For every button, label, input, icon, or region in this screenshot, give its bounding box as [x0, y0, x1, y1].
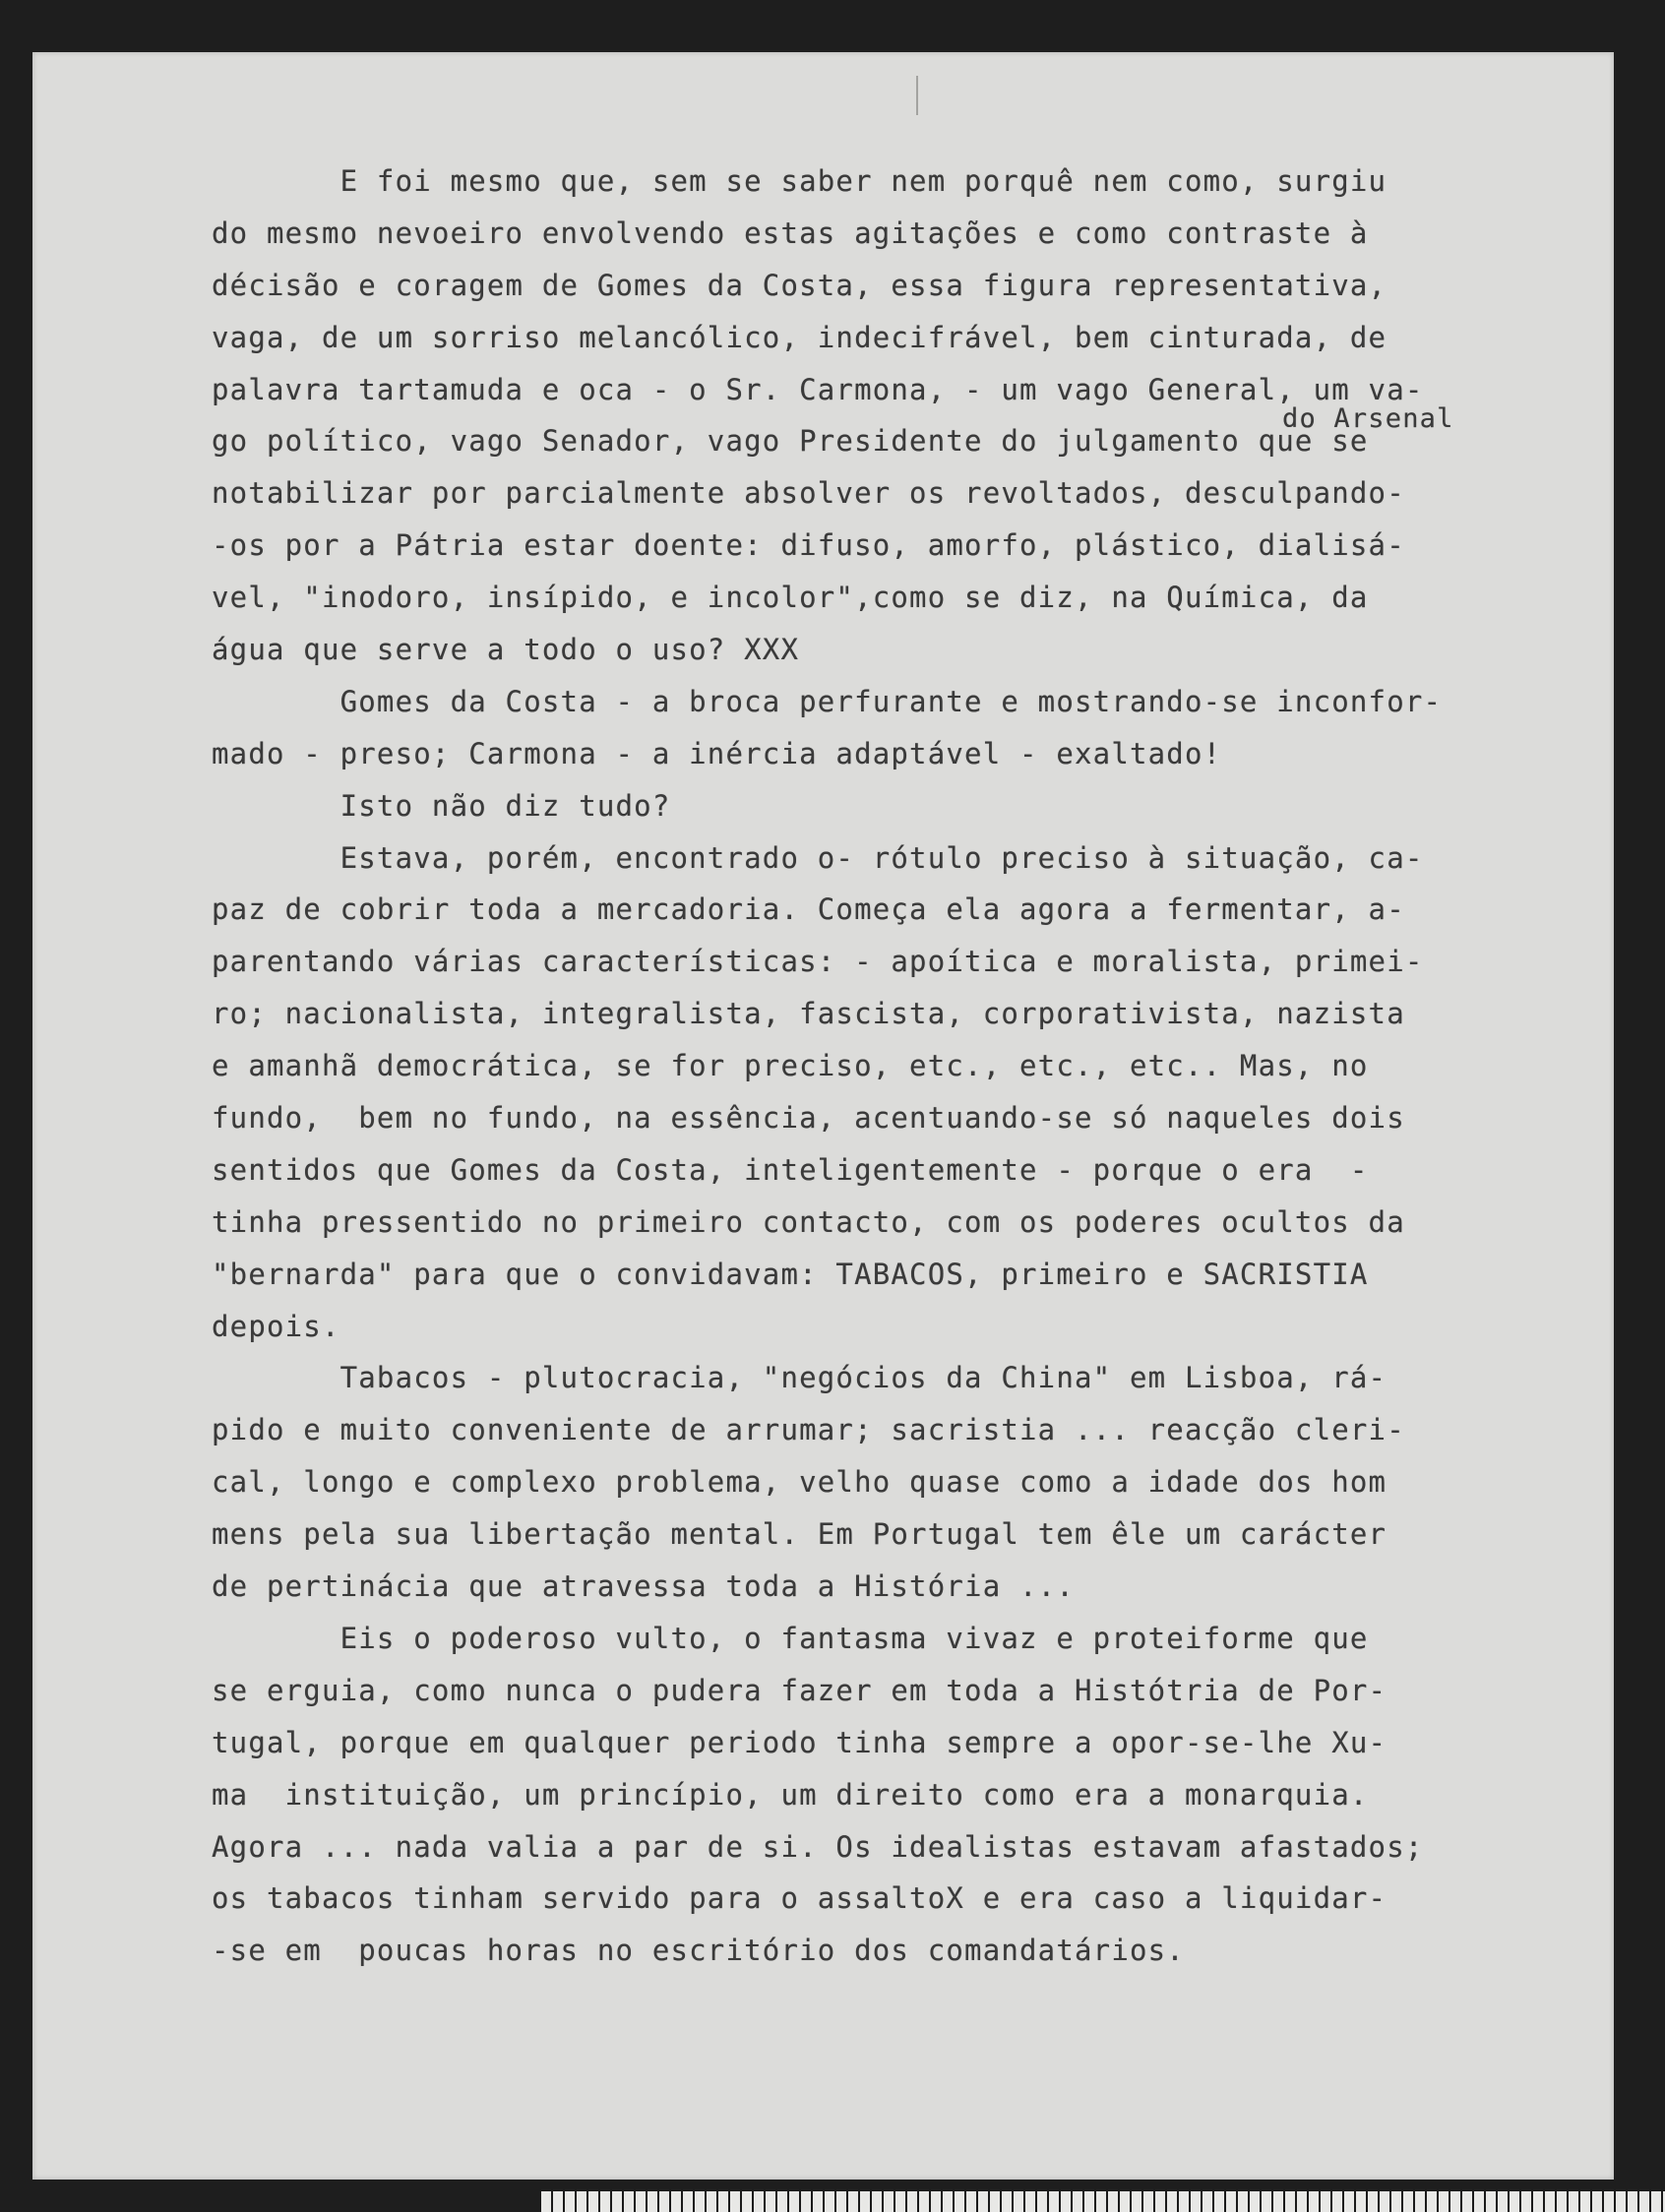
text-line: E foi mesmo que, sem se saber nem porquê nem como, surgiu — [212, 164, 1388, 198]
text-line: os tabacos tinham servido para o assaltoX e era caso a liquidar- — [212, 1881, 1388, 1916]
text-line: go político, vago Senador, vago Presidente do julgamento que se — [212, 424, 1369, 459]
text-line: tinha pressentido no primeiro contacto, com os poderes ocultos da — [212, 1204, 1405, 1239]
text-line: mens pela sua libertação mental. Em Portugal tem êle um carácter — [212, 1517, 1388, 1552]
text-line: e amanhã democrática, se for preciso, etc., etc., etc.. Mas, no — [212, 1049, 1369, 1083]
text-line: Agora ... nada valia a par de si. Os idealistas estavam afastados; — [212, 1829, 1424, 1864]
text-line: do mesmo nevoeiro envolvendo estas agitações e como contraste à — [212, 215, 1369, 250]
text-line: palavra tartamuda e oca - o Sr. Carmona, - um vago General, um va- — [212, 372, 1424, 406]
text-line: notabilizar por parcialmente absolver os revoltados, desculpando- — [212, 476, 1405, 511]
text-line: Estava, porém, encontrado o- rótulo preciso à situação, ca- — [212, 840, 1424, 875]
text-line: Eis o poderoso vulto, o fantasma vivaz e proteiforme que — [212, 1621, 1369, 1655]
text-line-with-insertion — [212, 403, 1520, 467]
text-line: pido e muito conveniente de arrumar; sacristia ... reacção cleri- — [212, 1413, 1405, 1447]
text-line: "bernarda" para que o convidavam: TABACOS, primeiro e SACRISTIA — [212, 1257, 1369, 1291]
text-line: de pertinácia que atravessa toda a História ... — [212, 1569, 1075, 1604]
text-line: depois. — [212, 1309, 340, 1343]
text-line: vaga, de um sorriso melancólico, indecifrável, bem cinturada, de — [212, 320, 1388, 354]
text-line: Isto não diz tudo? — [212, 788, 671, 823]
scale-ruler — [539, 2191, 1665, 2212]
paper-crease — [916, 76, 918, 115]
text-line: cal, longo e complexo problema, velho quase como a idade dos hom — [212, 1465, 1388, 1500]
text-line: fundo, bem no fundo, na essência, acentuando-se só naqueles dois — [212, 1101, 1405, 1136]
text-line: tugal, porque em qualquer periodo tinha sempre a opor-se-lhe Xu- — [212, 1725, 1388, 1759]
text-line: -se em poucas horas no escritório dos comandatários. — [212, 1934, 1185, 1968]
text-line: mado - preso; Carmona - a inércia adaptável - exaltado! — [212, 736, 1222, 770]
typed-text — [212, 155, 1520, 1977]
text-line: ro; nacionalista, integralista, fascista, corporativista, nazista — [212, 997, 1405, 1031]
text-line: parentando várias características: - apoítica e moralista, primei- — [212, 945, 1424, 979]
text-line: ma instituição, um princípio, um direito como era a monarquia. — [212, 1777, 1369, 1812]
text-line: paz de cobrir toda a mercadoria. Começa ela agora a fermentar, a- — [212, 892, 1405, 927]
text-line: se erguia, como nunca o pudera fazer em toda a Histótria de Por- — [212, 1673, 1388, 1707]
text-line: sentidos que Gomes da Costa, inteligentemente - porque o era - — [212, 1152, 1369, 1187]
text-line: Gomes da Costa - a broca perfurante e mostrando-se inconfor- — [212, 684, 1443, 718]
text-line: vel, "inodoro, insípido, e incolor",como se diz, na Química, da — [212, 581, 1369, 615]
text-line: água que serve a todo o uso? XXX — [212, 633, 800, 667]
text-line: Tabacos - plutocracia, "negócios da China" em Lisboa, rá- — [212, 1361, 1388, 1395]
text-line: décisão e coragem de Gomes da Costa, essa figura representativa, — [212, 268, 1388, 302]
text-line: -os por a Pátria estar doente: difuso, amorfo, plástico, dialisá- — [212, 528, 1405, 563]
handwritten-insertion: do Arsenal — [1282, 403, 1454, 435]
